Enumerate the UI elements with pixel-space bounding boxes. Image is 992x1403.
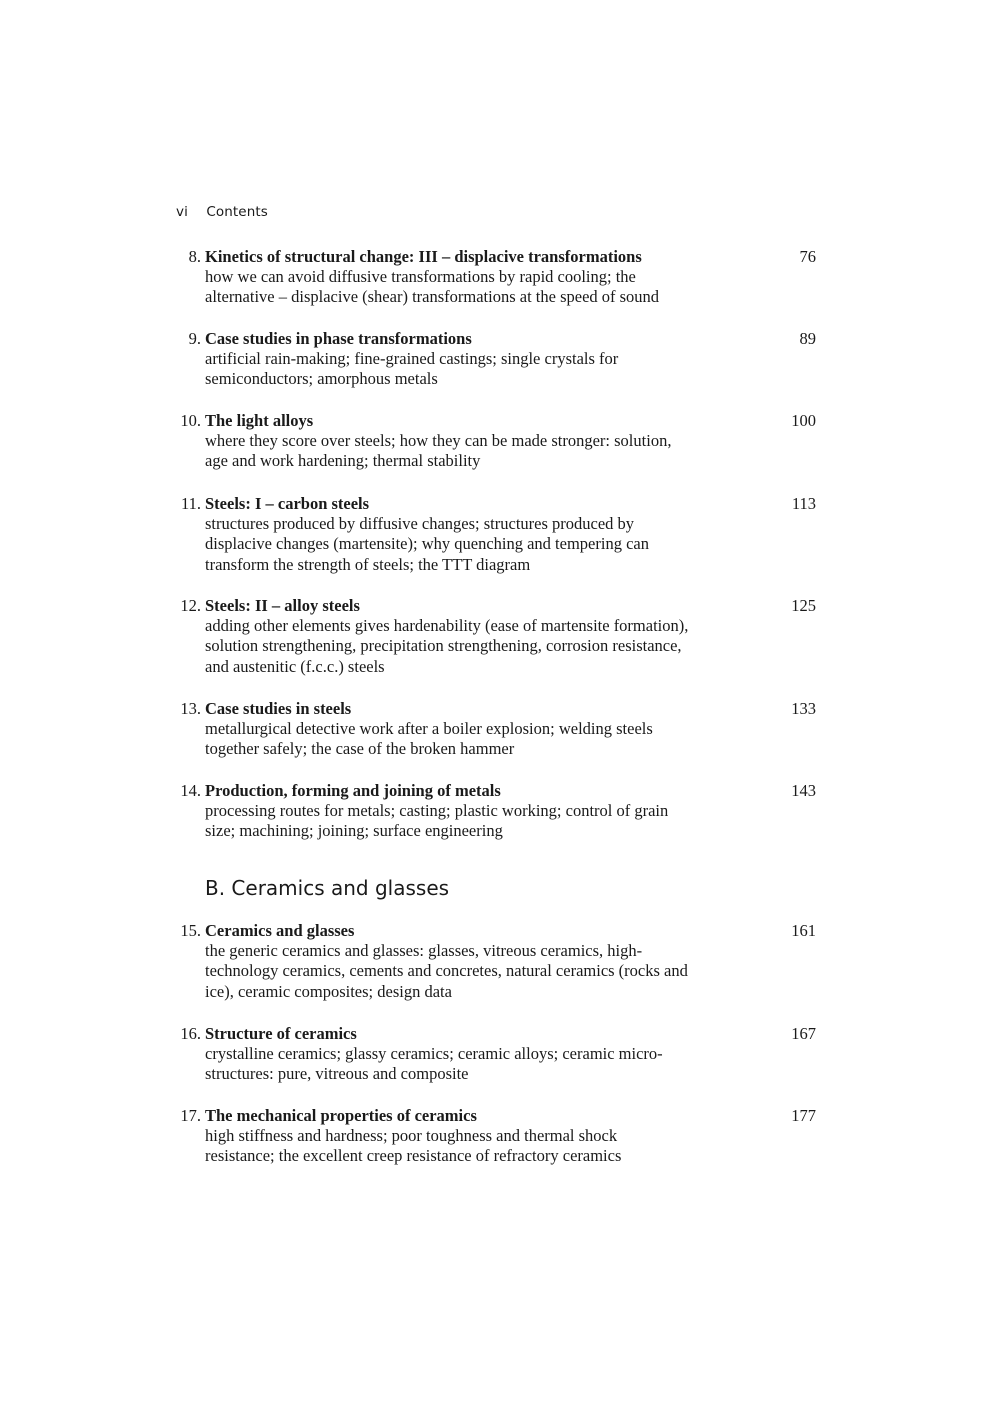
chapter-number: 10. [180,411,201,430]
chapter-title: Case studies in phase transformations [205,329,472,348]
chapter-number: 8. [188,247,201,266]
chapter-number: 16. [180,1024,201,1043]
description-line: adding other elements gives hardenability (ease of martensite formation), [205,616,689,636]
chapter-description [205,267,765,307]
chapter-number: 9. [188,329,201,348]
chapter-number: 15. [180,921,201,940]
chapter-title: Ceramics and glasses [205,921,355,940]
chapter-number: 13. [180,699,201,718]
chapter-number: 11. [180,494,201,513]
page-number: 143 [791,781,816,800]
chapter-title: Kinetics of structural change: III – displacive transformations [205,247,642,266]
description-line: age and work hardening; thermal stability [205,451,481,471]
description-line: crystalline ceramics; glassy ceramics; ceramic alloys; ceramic micro- [205,1044,663,1064]
description-line: technology ceramics, cements and concretes, natural ceramics (rocks and [205,961,688,981]
description-line: how we can avoid diffusive transformations by rapid cooling; the [205,267,636,287]
page-folio: vi [176,204,188,220]
chapter-description [205,801,765,841]
page-number: 89 [799,329,816,348]
page-number: 76 [799,247,816,266]
description-line: transform the strength of steels; the TTT diagram [205,554,531,574]
description-line: together safely; the case of the broken hammer [205,739,515,759]
chapter-description [205,941,765,1002]
page-number: 177 [791,1106,816,1125]
page-number: 125 [791,596,816,615]
description-line: structures produced by diffusive changes; structures produced by [205,514,635,534]
chapter-title: Steels: II – alloy steels [205,596,360,615]
description-line: high stiffness and hardness; poor toughness and thermal shock [205,1126,618,1146]
page-number: 100 [791,411,816,430]
chapter-title: Structure of ceramics [205,1024,357,1043]
chapter-title: The light alloys [205,411,314,430]
description-line: processing routes for metals; casting; plastic working; control of grain [205,801,669,821]
chapter-number: 12. [180,596,201,615]
description-line: metallurgical detective work after a boiler explosion; welding steels [205,719,653,739]
chapter-number: 17. [180,1106,201,1125]
description-line: ice), ceramic composites; design data [205,981,452,1001]
description-line: solution strengthening, precipitation strengthening, corrosion resistance, [205,636,682,656]
description-line: the generic ceramics and glasses: glasses, vitreous ceramics, high- [205,941,643,961]
running-title: Contents [206,204,268,220]
chapter-title: The mechanical properties of ceramics [205,1106,477,1125]
chapter-title: Steels: I – carbon steels [205,494,370,513]
description-line: size; machining; joining; surface engineering [205,821,503,841]
page-number: 161 [791,921,816,940]
page-number: 133 [791,699,816,718]
chapter-description [205,431,765,471]
description-line: where they score over steels; how they can be made stronger: solution, [205,431,672,451]
section-heading: B. Ceramics and glasses [205,876,450,900]
chapter-description [205,719,765,759]
chapter-description [205,1126,765,1166]
description-line: artificial rain-making; fine-grained castings; single crystals for [205,349,619,369]
chapter-description [205,1044,765,1084]
page-number: 113 [791,494,816,513]
running-head [176,204,268,220]
chapter-description [205,514,765,575]
chapter-title: Case studies in steels [205,699,352,718]
description-line: alternative – displacive (shear) transformations at the speed of sound [205,287,660,307]
page-number: 167 [791,1024,816,1043]
description-line: structures: pure, vitreous and composite [205,1064,469,1084]
description-line: resistance; the excellent creep resistance of refractory ceramics [205,1146,622,1166]
description-line: semiconductors; amorphous metals [205,369,438,389]
chapter-number: 14. [180,781,201,800]
chapter-title: Production, forming and joining of metals [205,781,501,800]
description-line: displacive changes (martensite); why quenching and tempering can [205,534,649,554]
chapter-description [205,349,765,389]
description-line: and austenitic (f.c.c.) steels [205,656,385,676]
chapter-description [205,616,765,677]
